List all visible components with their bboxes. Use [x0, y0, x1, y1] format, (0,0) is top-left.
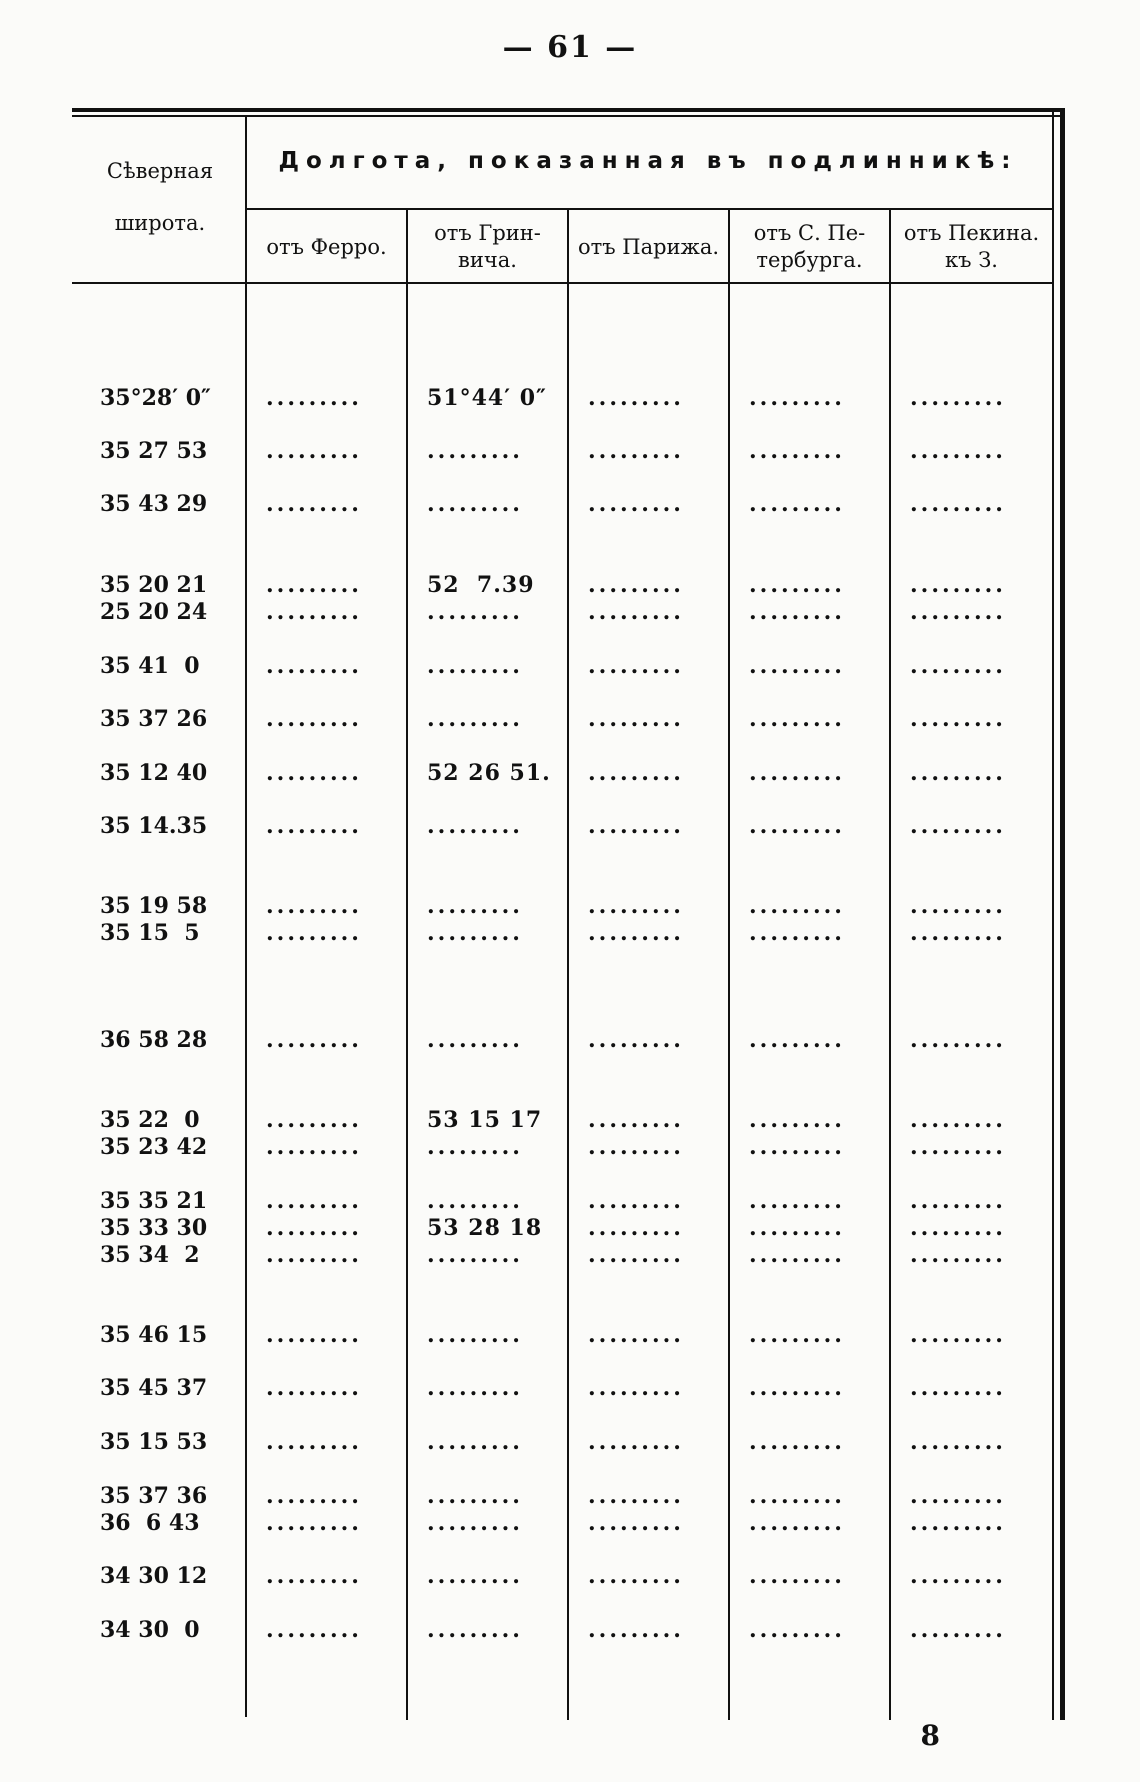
dot-leader: ......... [749, 760, 845, 786]
dot-leader: ......... [266, 893, 362, 919]
latitude-value: 36 58 28 [100, 1027, 208, 1053]
col-header-greenwich-line2: вича. [458, 248, 517, 272]
top-rule-thin [72, 115, 1062, 117]
col-divider-3 [567, 208, 569, 1720]
dot-leader: ......... [588, 1107, 684, 1133]
dot-leader: ......... [749, 1429, 845, 1455]
dot-leader: ......... [749, 706, 845, 732]
dot-leader: ......... [266, 1215, 362, 1241]
dot-leader: ......... [266, 920, 362, 946]
dot-leader: ......... [427, 1483, 523, 1509]
dot-leader: ......... [749, 491, 845, 517]
col-divider-2 [406, 208, 408, 1720]
dot-leader: ......... [749, 1134, 845, 1160]
dot-leader: ......... [588, 438, 684, 464]
dot-leader: ......... [427, 1563, 523, 1589]
dot-leader: ......... [588, 1322, 684, 1348]
col-header-ferro [247, 234, 406, 261]
latitude-value: 34 30 0 [100, 1617, 200, 1643]
dot-leader: ......... [588, 706, 684, 732]
latitude-value: 35 45 37 [100, 1375, 208, 1401]
dot-leader: ......... [427, 653, 523, 679]
longitude-title: Долгота, показанная въ подлинникѣ: [278, 148, 1018, 174]
dot-leader: ......... [427, 1322, 523, 1348]
col-header-petersburg-line2: тербурга. [756, 248, 863, 272]
latitude-value: 35 41 0 [100, 653, 200, 679]
latitude-value: 35 23 42 [100, 1134, 208, 1160]
lat-header-line1: Сѣверная [106, 159, 214, 183]
latitude-value: 35 27 53 [100, 438, 208, 464]
dot-leader: ......... [910, 1215, 1006, 1241]
latitude-value: 35 15 5 [100, 920, 200, 946]
dot-leader: ......... [266, 706, 362, 732]
dot-leader: ......... [266, 1375, 362, 1401]
dot-leader: ......... [427, 706, 523, 732]
dot-leader: ......... [588, 1510, 684, 1536]
col-divider-5 [889, 208, 891, 1720]
dot-leader: ......... [266, 385, 362, 411]
dot-leader: ......... [427, 599, 523, 625]
latitude-value: 35 46 15 [100, 1322, 208, 1348]
dot-leader: ......... [266, 1429, 362, 1455]
dot-leader: ......... [749, 1027, 845, 1053]
greenwich-longitude-value: 52 7.39 [427, 572, 535, 598]
signature-mark: 8 [920, 1719, 940, 1752]
dot-leader: ......... [910, 653, 1006, 679]
dot-leader: ......... [910, 1510, 1006, 1536]
latitude-value: 35 22 0 [100, 1107, 200, 1133]
dot-leader: ......... [266, 1242, 362, 1268]
latitude-value: 35 43 29 [100, 491, 208, 517]
dot-leader: ......... [910, 1483, 1006, 1509]
dot-leader: ......... [910, 1134, 1006, 1160]
dot-leader: ......... [749, 438, 845, 464]
latitude-value: 35 19 58 [100, 893, 208, 919]
col-header-peking-line1: отъ Пекина. [903, 221, 1040, 245]
dot-leader: ......... [910, 385, 1006, 411]
col-header-paris [569, 234, 728, 261]
dot-leader: ......... [588, 1563, 684, 1589]
dot-leader: ......... [749, 1617, 845, 1643]
greenwich-longitude-value: 53 28 18 [427, 1215, 543, 1241]
dot-leader: ......... [266, 1483, 362, 1509]
dot-leader: ......... [910, 760, 1006, 786]
dot-leader: ......... [266, 1322, 362, 1348]
latitude-value: 25 20 24 [100, 599, 208, 625]
dot-leader: ......... [910, 1188, 1006, 1214]
col-header-ferro-line1: отъ Ферро. [266, 235, 387, 259]
greenwich-longitude-value: 53 15 17 [427, 1107, 543, 1133]
dot-leader: ......... [266, 1617, 362, 1643]
dot-leader: ......... [588, 1188, 684, 1214]
dot-leader: ......... [427, 893, 523, 919]
dot-leader: ......... [910, 1027, 1006, 1053]
latitude-value: 35 37 36 [100, 1483, 208, 1509]
dot-leader: ......... [588, 1242, 684, 1268]
dot-leader: ......... [427, 920, 523, 946]
dot-leader: ......... [427, 1375, 523, 1401]
dot-leader: ......... [588, 1429, 684, 1455]
dot-leader: ......... [910, 920, 1006, 946]
dot-leader: ......... [749, 599, 845, 625]
page-number: — 61 — [502, 30, 638, 65]
dot-leader: ......... [910, 1617, 1006, 1643]
col-divider-1 [245, 117, 247, 1717]
greenwich-longitude-value: 52 26 51. [427, 760, 551, 786]
dot-leader: ......... [266, 1188, 362, 1214]
dot-leader: ......... [588, 760, 684, 786]
dot-leader: ......... [427, 1027, 523, 1053]
dot-leader: ......... [749, 1483, 845, 1509]
col-header-paris-line1: отъ Парижа. [577, 235, 720, 259]
dot-leader: ......... [910, 1322, 1006, 1348]
dot-leader: ......... [910, 1242, 1006, 1268]
dot-leader: ......... [427, 1617, 523, 1643]
dot-leader: ......... [266, 572, 362, 598]
dot-leader: ......... [427, 1134, 523, 1160]
latitude-value: 36 6 43 [100, 1510, 200, 1536]
dot-leader: ......... [910, 1563, 1006, 1589]
right-border-outer [1060, 108, 1065, 1720]
dot-leader: ......... [588, 599, 684, 625]
dot-leader: ......... [910, 706, 1006, 732]
dot-leader: ......... [588, 893, 684, 919]
col-header-greenwich [408, 220, 567, 274]
dot-leader: ......... [910, 1375, 1006, 1401]
dot-leader: ......... [910, 572, 1006, 598]
greenwich-longitude-value: 51°44′ 0″ [427, 385, 547, 411]
latitude-value: 34 30 12 [100, 1563, 208, 1589]
dot-leader: ......... [749, 1563, 845, 1589]
dot-leader: ......... [427, 1429, 523, 1455]
dot-leader: ......... [266, 760, 362, 786]
dot-leader: ......... [910, 491, 1006, 517]
dot-leader: ......... [266, 438, 362, 464]
dot-leader: ......... [266, 599, 362, 625]
dot-leader: ......... [749, 1107, 845, 1133]
dot-leader: ......... [749, 813, 845, 839]
dot-leader: ......... [910, 438, 1006, 464]
dot-leader: ......... [910, 599, 1006, 625]
dot-leader: ......... [749, 1375, 845, 1401]
dot-leader: ......... [588, 1375, 684, 1401]
dot-leader: ......... [588, 653, 684, 679]
dot-leader: ......... [588, 1483, 684, 1509]
dot-leader: ......... [427, 1510, 523, 1536]
latitude-value: 35°28′ 0″ [100, 385, 211, 411]
dot-leader: ......... [266, 491, 362, 517]
top-rule [72, 108, 1062, 112]
dot-leader: ......... [266, 653, 362, 679]
dot-leader: ......... [588, 572, 684, 598]
latitude-value: 35 20 21 [100, 572, 208, 598]
dot-leader: ......... [266, 1134, 362, 1160]
dot-leader: ......... [588, 1134, 684, 1160]
dot-leader: ......... [910, 1107, 1006, 1133]
dot-leader: ......... [266, 1563, 362, 1589]
dot-leader: ......... [266, 813, 362, 839]
dot-leader: ......... [588, 1027, 684, 1053]
latitude-value: 35 15 53 [100, 1429, 208, 1455]
dot-leader: ......... [588, 1617, 684, 1643]
right-border-inner [1052, 108, 1054, 1720]
dot-leader: ......... [588, 385, 684, 411]
header-bottom-rule [72, 282, 1054, 284]
dot-leader: ......... [749, 572, 845, 598]
latitude-value: 35 35 21 [100, 1188, 208, 1214]
dot-leader: ......... [749, 653, 845, 679]
dot-leader: ......... [910, 1429, 1006, 1455]
dot-leader: ......... [266, 1510, 362, 1536]
dot-leader: ......... [588, 920, 684, 946]
dot-leader: ......... [749, 1188, 845, 1214]
dot-leader: ......... [910, 813, 1006, 839]
dot-leader: ......... [427, 1188, 523, 1214]
latitude-value: 35 34 2 [100, 1242, 200, 1268]
latitude-value: 35 12 40 [100, 760, 208, 786]
col-header-greenwich-line1: отъ Грин- [434, 221, 541, 245]
col-divider-4 [728, 208, 730, 1720]
dot-leader: ......... [427, 813, 523, 839]
dot-leader: ......... [749, 893, 845, 919]
col-header-petersburg [730, 220, 889, 274]
dot-leader: ......... [427, 491, 523, 517]
col-header-peking [891, 220, 1052, 274]
dot-leader: ......... [749, 1322, 845, 1348]
dot-leader: ......... [749, 1242, 845, 1268]
dot-leader: ......... [910, 893, 1006, 919]
col-header-petersburg-line1: отъ С. Пе- [753, 221, 866, 245]
latitude-value: 35 33 30 [100, 1215, 208, 1241]
subheader-rule [246, 208, 1054, 210]
dot-leader: ......... [266, 1027, 362, 1053]
dot-leader: ......... [588, 491, 684, 517]
dot-leader: ......... [749, 920, 845, 946]
latitude-value: 35 14.35 [100, 813, 208, 839]
latitude-value: 35 37 26 [100, 706, 208, 732]
dot-leader: ......... [427, 438, 523, 464]
dot-leader: ......... [749, 1510, 845, 1536]
col-header-peking-line2: къ З. [945, 248, 998, 272]
dot-leader: ......... [588, 813, 684, 839]
dot-leader: ......... [588, 1215, 684, 1241]
dot-leader: ......... [266, 1107, 362, 1133]
lat-header-line2: широта. [114, 211, 206, 235]
dot-leader: ......... [749, 385, 845, 411]
dot-leader: ......... [749, 1215, 845, 1241]
dot-leader: ......... [427, 1242, 523, 1268]
